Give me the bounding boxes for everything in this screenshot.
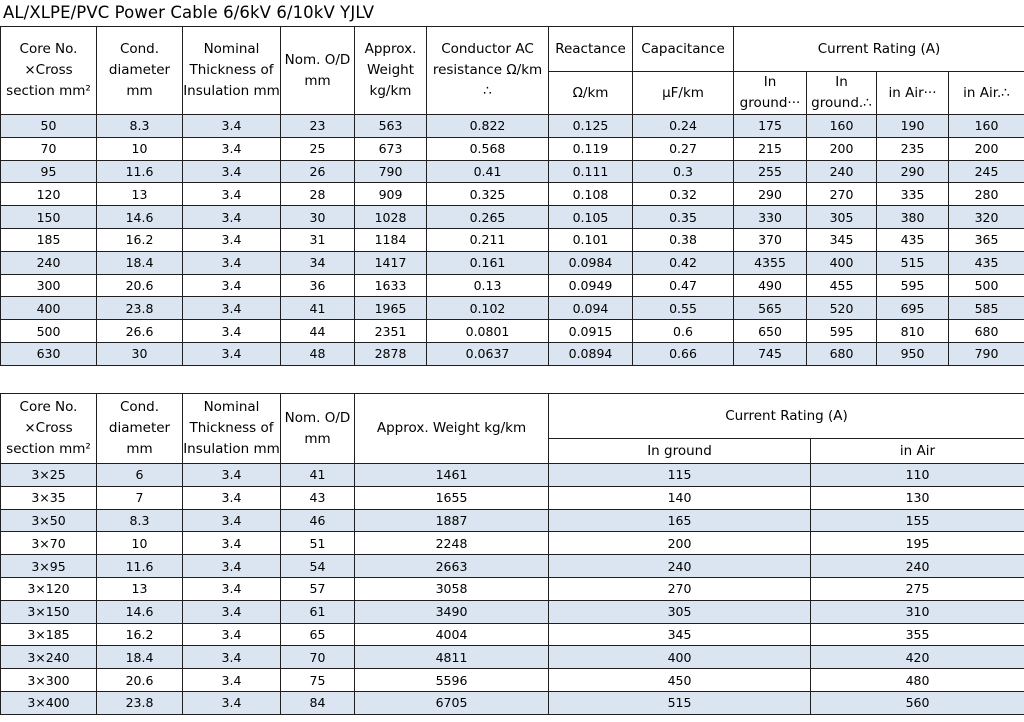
- table-cell: 909: [355, 183, 427, 206]
- table-cell: 240: [807, 160, 877, 183]
- table-row: [1, 228, 1024, 251]
- table-row: [1, 600, 1024, 623]
- table-cell: 200: [549, 532, 811, 555]
- table-cell: 270: [807, 183, 877, 206]
- table-cell: 6705: [355, 691, 549, 714]
- table-cell: 305: [549, 600, 811, 623]
- table-cell: 3.4: [183, 206, 281, 229]
- table-row: [1, 342, 1024, 365]
- table-row: [1, 464, 1024, 487]
- table-cell: 0.3: [633, 160, 734, 183]
- table-cell: 46: [281, 509, 355, 532]
- table-cell: 34: [281, 251, 355, 274]
- table-cell: 0.32: [633, 183, 734, 206]
- table-cell: 3.4: [183, 342, 281, 365]
- table-cell: 500: [949, 274, 1024, 297]
- table-cell: 6: [97, 464, 183, 487]
- table-cell: 26: [281, 160, 355, 183]
- table-cell: 8.3: [97, 509, 183, 532]
- table-cell: 4355: [734, 251, 807, 274]
- table-cell: 160: [807, 115, 877, 138]
- table-cell: 1184: [355, 228, 427, 251]
- table-cell: 673: [355, 137, 427, 160]
- table-row: [1, 183, 1024, 206]
- table-cell: 1028: [355, 206, 427, 229]
- in-air-header-1: in Air···: [877, 72, 949, 115]
- table-cell: 300: [1, 274, 97, 297]
- table-cell: 3×25: [1, 464, 97, 487]
- in-ground-header: In ground: [549, 439, 811, 464]
- table-cell: 240: [811, 555, 1024, 578]
- table-cell: 0.161: [427, 251, 549, 274]
- table-row: [1, 691, 1024, 714]
- table-cell: 11.6: [97, 160, 183, 183]
- table-cell: 3.4: [183, 555, 281, 578]
- table-cell: 3×300: [1, 669, 97, 692]
- table-cell: 370: [734, 228, 807, 251]
- table-cell: 155: [811, 509, 1024, 532]
- single-core-table-body: [1, 115, 1024, 366]
- col-resistance-header: Conductor AC resistance Ω/km ∴: [427, 27, 549, 115]
- table-cell: 235: [877, 137, 949, 160]
- table-cell: 355: [811, 623, 1024, 646]
- table-cell: 320: [949, 206, 1024, 229]
- table-cell: 595: [807, 320, 877, 343]
- table-cell: 110: [811, 464, 1024, 487]
- table-cell: 3.4: [183, 160, 281, 183]
- table-cell: 0.0915: [549, 320, 633, 343]
- table-cell: 3×70: [1, 532, 97, 555]
- table-cell: 95: [1, 160, 97, 183]
- single-core-table: [0, 26, 1024, 366]
- table-cell: 14.6: [97, 206, 183, 229]
- table-cell: 10: [97, 532, 183, 555]
- table-cell: 0.105: [549, 206, 633, 229]
- table-cell: 0.47: [633, 274, 734, 297]
- table-cell: 70: [1, 137, 97, 160]
- table-cell: 115: [549, 464, 811, 487]
- table-cell: 30: [281, 206, 355, 229]
- table-cell: 0.0984: [549, 251, 633, 274]
- table-cell: 345: [807, 228, 877, 251]
- table-cell: 190: [877, 115, 949, 138]
- table-cell: 30: [97, 342, 183, 365]
- table-cell: 305: [807, 206, 877, 229]
- table-cell: 10: [97, 137, 183, 160]
- table-cell: 3.4: [183, 320, 281, 343]
- table-cell: 150: [1, 206, 97, 229]
- table-cell: 0.24: [633, 115, 734, 138]
- table-cell: 695: [877, 297, 949, 320]
- table-cell: 0.13: [427, 274, 549, 297]
- table-cell: 680: [807, 342, 877, 365]
- table-cell: 275: [811, 577, 1024, 600]
- table-cell: 75: [281, 669, 355, 692]
- table-row: [1, 486, 1024, 509]
- table-cell: 435: [949, 251, 1024, 274]
- table-row: [1, 646, 1024, 669]
- table-cell: 54: [281, 555, 355, 578]
- table-cell: 0.108: [549, 183, 633, 206]
- table-cell: 3490: [355, 600, 549, 623]
- table-row: [1, 555, 1024, 578]
- table-row: [1, 532, 1024, 555]
- table-cell: 0.094: [549, 297, 633, 320]
- table-cell: 630: [1, 342, 97, 365]
- table-cell: 0.0637: [427, 342, 549, 365]
- table-row: [1, 297, 1024, 320]
- table-cell: 3058: [355, 577, 549, 600]
- table-cell: 3.4: [183, 600, 281, 623]
- table-cell: 130: [811, 486, 1024, 509]
- table-cell: 790: [355, 160, 427, 183]
- table-cell: 3.4: [183, 274, 281, 297]
- table-cell: 200: [949, 137, 1024, 160]
- table-row: [1, 251, 1024, 274]
- table-row: [1, 137, 1024, 160]
- table-cell: 595: [877, 274, 949, 297]
- table-cell: 185: [1, 228, 97, 251]
- col-reactance-header: Reactance: [549, 27, 633, 72]
- table-cell: 335: [877, 183, 949, 206]
- page-title: AL/XLPE/PVC Power Cable 6/6kV 6/10kV YJLV: [3, 3, 375, 22]
- table-cell: 3.4: [183, 251, 281, 274]
- table-cell: 1887: [355, 509, 549, 532]
- table-cell: 3.4: [183, 532, 281, 555]
- table-cell: 745: [734, 342, 807, 365]
- table-cell: 3.4: [183, 691, 281, 714]
- table-cell: 1655: [355, 486, 549, 509]
- table-cell: 195: [811, 532, 1024, 555]
- table-cell: 255: [734, 160, 807, 183]
- col-current-rating-header: Current Rating (A): [549, 394, 1024, 439]
- table-cell: 23.8: [97, 691, 183, 714]
- table-cell: 57: [281, 577, 355, 600]
- table-cell: 3.4: [183, 623, 281, 646]
- table-cell: 1417: [355, 251, 427, 274]
- table-row: [1, 509, 1024, 532]
- table-cell: 345: [549, 623, 811, 646]
- table-cell: 36: [281, 274, 355, 297]
- table-cell: 140: [549, 486, 811, 509]
- table-cell: 240: [1, 251, 97, 274]
- col-core-header: Core No. ×Cross section mm²: [1, 394, 97, 464]
- table-cell: 25: [281, 137, 355, 160]
- table-cell: 565: [734, 297, 807, 320]
- col-insulation-header: Nominal Thickness of Insulation mm: [183, 394, 281, 464]
- table-cell: 16.2: [97, 623, 183, 646]
- in-air-header-2: in Air.∴: [949, 72, 1024, 115]
- table-cell: 2351: [355, 320, 427, 343]
- table-cell: 4004: [355, 623, 549, 646]
- table-cell: 3.4: [183, 577, 281, 600]
- table-cell: 23.8: [97, 297, 183, 320]
- table-cell: 20.6: [97, 669, 183, 692]
- table-cell: 3.4: [183, 228, 281, 251]
- col-insulation-header: Nominal Thickness of Insulation mm: [183, 27, 281, 115]
- table-cell: 0.42: [633, 251, 734, 274]
- table-row: [1, 115, 1024, 138]
- table-cell: 585: [949, 297, 1024, 320]
- table-cell: 20.6: [97, 274, 183, 297]
- table-cell: 330: [734, 206, 807, 229]
- table-cell: 1633: [355, 274, 427, 297]
- table-cell: 400: [549, 646, 811, 669]
- table-cell: 280: [949, 183, 1024, 206]
- table-cell: 1965: [355, 297, 427, 320]
- table-cell: 16.2: [97, 228, 183, 251]
- table-row: [1, 320, 1024, 343]
- table-cell: 23: [281, 115, 355, 138]
- table-cell: 11.6: [97, 555, 183, 578]
- table-cell: 3.4: [183, 464, 281, 487]
- table-cell: 13: [97, 577, 183, 600]
- table-cell: 3×120: [1, 577, 97, 600]
- table-cell: 0.27: [633, 137, 734, 160]
- table-cell: 0.0949: [549, 274, 633, 297]
- table-cell: 8.3: [97, 115, 183, 138]
- table-cell: 310: [811, 600, 1024, 623]
- table-cell: 7: [97, 486, 183, 509]
- table-cell: 2663: [355, 555, 549, 578]
- table-cell: 0.0801: [427, 320, 549, 343]
- table-cell: 3.4: [183, 509, 281, 532]
- table-cell: 165: [549, 509, 811, 532]
- table-cell: 0.101: [549, 228, 633, 251]
- table-cell: 3×95: [1, 555, 97, 578]
- col-weight-header: Approx. Weight kg/km: [355, 394, 549, 464]
- table-cell: 0.35: [633, 206, 734, 229]
- table-cell: 420: [811, 646, 1024, 669]
- in-air-header: in Air: [811, 439, 1024, 464]
- table-cell: 0.822: [427, 115, 549, 138]
- table-cell: 0.38: [633, 228, 734, 251]
- table-cell: 3×50: [1, 509, 97, 532]
- col-diameter-header: Cond. diameter mm: [97, 394, 183, 464]
- table-cell: 0.111: [549, 160, 633, 183]
- table-cell: 41: [281, 464, 355, 487]
- table-cell: 435: [877, 228, 949, 251]
- col-current-rating-header: Current Rating (A): [734, 27, 1024, 72]
- three-core-table: [0, 393, 1024, 715]
- table-cell: 2248: [355, 532, 549, 555]
- table-cell: 240: [549, 555, 811, 578]
- table-cell: 215: [734, 137, 807, 160]
- table-cell: 14.6: [97, 600, 183, 623]
- table-row: [1, 206, 1024, 229]
- table-row: [1, 669, 1024, 692]
- table-cell: 3.4: [183, 115, 281, 138]
- reactance-unit: Ω/km: [549, 72, 633, 115]
- table-cell: 65: [281, 623, 355, 646]
- table-cell: 290: [877, 160, 949, 183]
- table-cell: 563: [355, 115, 427, 138]
- in-ground-header-2: In ground.∴: [807, 72, 877, 115]
- table-cell: 520: [807, 297, 877, 320]
- table-cell: 0.102: [427, 297, 549, 320]
- table-cell: 0.119: [549, 137, 633, 160]
- table-cell: 400: [1, 297, 97, 320]
- table-cell: 290: [734, 183, 807, 206]
- table-cell: 28: [281, 183, 355, 206]
- table-cell: 490: [734, 274, 807, 297]
- table-cell: 400: [807, 251, 877, 274]
- table-cell: 3×240: [1, 646, 97, 669]
- table-cell: 365: [949, 228, 1024, 251]
- table-cell: 790: [949, 342, 1024, 365]
- table-cell: 3×150: [1, 600, 97, 623]
- table-cell: 500: [1, 320, 97, 343]
- table-cell: 84: [281, 691, 355, 714]
- table-cell: 175: [734, 115, 807, 138]
- three-core-table-body: [1, 464, 1024, 715]
- table-cell: 680: [949, 320, 1024, 343]
- table-cell: 2878: [355, 342, 427, 365]
- table-cell: 515: [877, 251, 949, 274]
- table-cell: 515: [549, 691, 811, 714]
- table-cell: 380: [877, 206, 949, 229]
- table-cell: 245: [949, 160, 1024, 183]
- table-cell: 0.325: [427, 183, 549, 206]
- table-cell: 160: [949, 115, 1024, 138]
- table-row: [1, 274, 1024, 297]
- table-cell: 13: [97, 183, 183, 206]
- col-capacitance-header: Capacitance: [633, 27, 734, 72]
- table-cell: 480: [811, 669, 1024, 692]
- col-od-header: Nom. O/D mm: [281, 27, 355, 115]
- table-cell: 450: [549, 669, 811, 692]
- table-cell: 43: [281, 486, 355, 509]
- table-cell: 560: [811, 691, 1024, 714]
- table-row: [1, 160, 1024, 183]
- table-cell: 70: [281, 646, 355, 669]
- table-cell: 0.41: [427, 160, 549, 183]
- table-cell: 3.4: [183, 669, 281, 692]
- table-cell: 3.4: [183, 297, 281, 320]
- table-cell: 0.211: [427, 228, 549, 251]
- table-cell: 3×35: [1, 486, 97, 509]
- table-cell: 44: [281, 320, 355, 343]
- table-cell: 270: [549, 577, 811, 600]
- table-cell: 4811: [355, 646, 549, 669]
- table-cell: 41: [281, 297, 355, 320]
- table-cell: 5596: [355, 669, 549, 692]
- table-cell: 3.4: [183, 137, 281, 160]
- table-row: [1, 623, 1024, 646]
- table-cell: 810: [877, 320, 949, 343]
- in-ground-header-1: In ground···: [734, 72, 807, 115]
- table-cell: 31: [281, 228, 355, 251]
- table-row: [1, 577, 1024, 600]
- table-cell: 200: [807, 137, 877, 160]
- col-od-header: Nom. O/D mm: [281, 394, 355, 464]
- table-cell: 120: [1, 183, 97, 206]
- table-cell: 3.4: [183, 646, 281, 669]
- table-cell: 455: [807, 274, 877, 297]
- table-cell: 950: [877, 342, 949, 365]
- table-cell: 650: [734, 320, 807, 343]
- table-cell: 1461: [355, 464, 549, 487]
- table-cell: 18.4: [97, 646, 183, 669]
- table-cell: 3.4: [183, 183, 281, 206]
- col-weight-header: Approx. Weight kg/km: [355, 27, 427, 115]
- table-cell: 18.4: [97, 251, 183, 274]
- table-cell: 61: [281, 600, 355, 623]
- table-cell: 26.6: [97, 320, 183, 343]
- capacitance-unit: μF/km: [633, 72, 734, 115]
- table-cell: 0.125: [549, 115, 633, 138]
- table-cell: 3.4: [183, 486, 281, 509]
- col-core-header: Core No. ×Cross section mm²: [1, 27, 97, 115]
- table-cell: 3×185: [1, 623, 97, 646]
- table-cell: 50: [1, 115, 97, 138]
- table-cell: 51: [281, 532, 355, 555]
- table-cell: 0.265: [427, 206, 549, 229]
- table-cell: 0.0894: [549, 342, 633, 365]
- table-cell: 0.568: [427, 137, 549, 160]
- table-cell: 0.66: [633, 342, 734, 365]
- table-cell: 3×400: [1, 691, 97, 714]
- table-cell: 48: [281, 342, 355, 365]
- table-cell: 0.55: [633, 297, 734, 320]
- col-diameter-header: Cond. diameter mm: [97, 27, 183, 115]
- table-cell: 0.6: [633, 320, 734, 343]
